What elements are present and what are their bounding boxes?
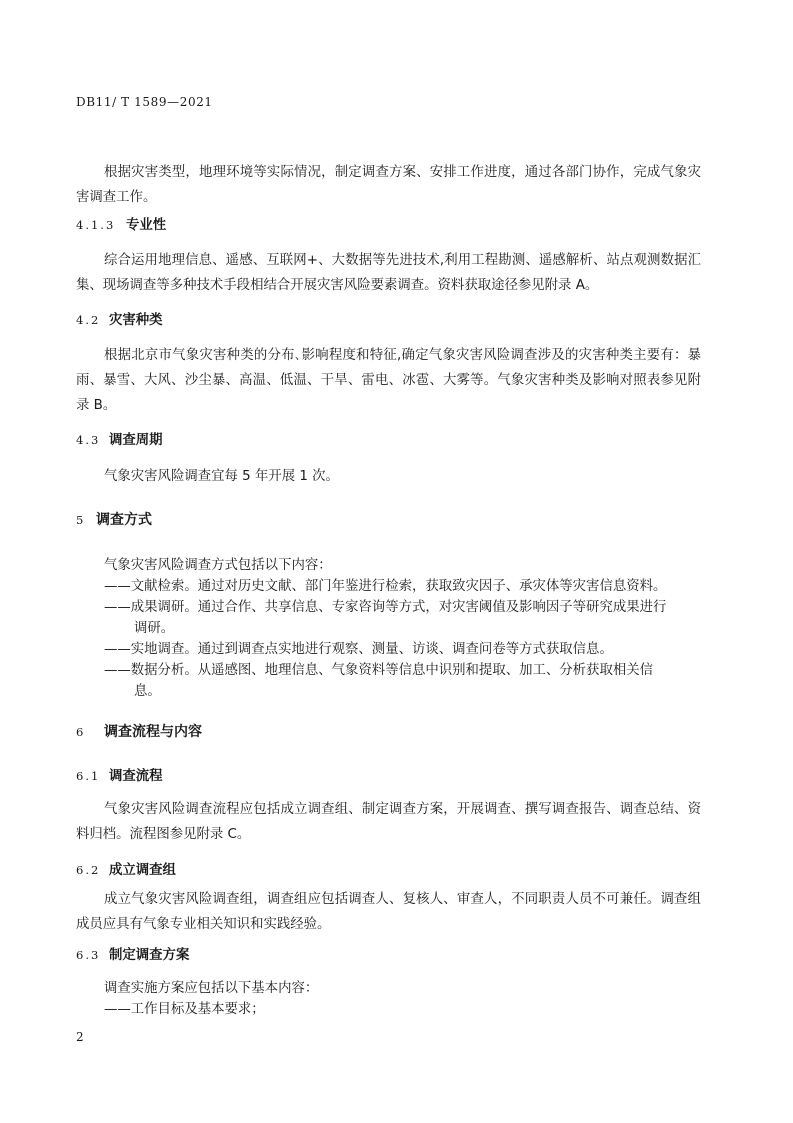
section-heading-4-2 <box>76 310 163 331</box>
section-title: 调查方式 <box>96 512 152 528</box>
document-header: DB11/ T 1589—2021 <box>76 95 213 109</box>
section-number: 4.1.3 <box>76 218 116 232</box>
section-number: 6.3 <box>76 948 101 962</box>
section-heading-6-2 <box>76 860 176 881</box>
section-title: 专业性 <box>126 218 167 233</box>
list-item: ——文献检索。通过对历史文献、部门年鉴进行检索，获取致灾因子、承灾体等灾害信息资料。 <box>104 579 667 594</box>
section-title: 调查流程与内容 <box>104 724 202 740</box>
section-number: 5 <box>76 513 86 527</box>
section-title: 调查周期 <box>109 433 163 448</box>
section-heading-6-3 <box>76 945 189 966</box>
section-title: 灾害种类 <box>109 313 163 328</box>
section-heading-6 <box>76 722 202 742</box>
page-number: 2 <box>76 1030 84 1044</box>
list-item: ——实地调查。通过到调查点实地进行观察、测量、访谈、调查问卷等方式获取信息。 <box>104 642 613 657</box>
section-heading-4-1-3 <box>76 215 166 236</box>
section-heading-5 <box>76 510 152 530</box>
section-heading-6-1 <box>76 766 163 787</box>
list-item: ——成果调研。通过合作、共享信息、专家咨询等方式，对灾害阈值及影响因子等研究成果进行 调研。 <box>104 600 667 636</box>
list-intro: 气象灾害风险调查方式包括以下内容： <box>104 558 332 573</box>
list-item: ——工作目标及基本要求； <box>104 1002 265 1017</box>
paragraph: 综合运用地理信息、遥感、互联网+、大数据等先进技术,利用工程勘测、遥感解析、站点观测数据汇集、现场调查等多种技术手段相结合开展灾害风险要素调查。资料获取途径参见附录 A。 <box>76 253 701 293</box>
section-title: 制定调查方案 <box>109 948 190 963</box>
section-number: 6.2 <box>76 863 101 877</box>
section-number: 6 <box>76 725 86 739</box>
paragraph: 根据北京市气象灾害种类的分布､影响程度和特征,确定气象灾害风险调查涉及的灾害种类主要有：暴雨、暴雪、大风、沙尘暴、高温、低温、干旱、雷电、冰雹、大雾等。气象灾害种类及影响对照表参见附录 B。 <box>76 348 701 413</box>
list-intro: 调查实施方案应包括以下基本内容： <box>104 981 319 996</box>
section-number: 6.1 <box>76 769 101 783</box>
section-heading-4-3 <box>76 430 163 451</box>
paragraph: 气象灾害风险调查宜每 5 年开展 1 次。 <box>104 469 339 484</box>
paragraph: 气象灾害风险调查流程应包括成立调查组、制定调查方案，开展调查、撰写调查报告、调查总结、资料归档。流程图参见附录 C。 <box>76 802 701 842</box>
paragraph: 成立气象灾害风险调查组，调查组应包括调查人、复核人、审查人，不同职责人员不可兼任。调查组成员应具有气象专业相关知识和实践经验。 <box>76 892 701 932</box>
section-number: 4.2 <box>76 313 101 327</box>
section-title: 成立调查组 <box>109 863 176 878</box>
section-number: 4.3 <box>76 433 101 447</box>
list-item: ——数据分析。从遥感图、地理信息、气象资料等信息中识别和提取、加工、分析获取相关信 息。 <box>104 663 654 699</box>
paragraph: 根据灾害类型，地理环境等实际情况，制定调查方案、安排工作进度，通过各部门协作，完成气象灾害调查工作。 <box>76 165 701 205</box>
section-title: 调查流程 <box>109 769 163 784</box>
